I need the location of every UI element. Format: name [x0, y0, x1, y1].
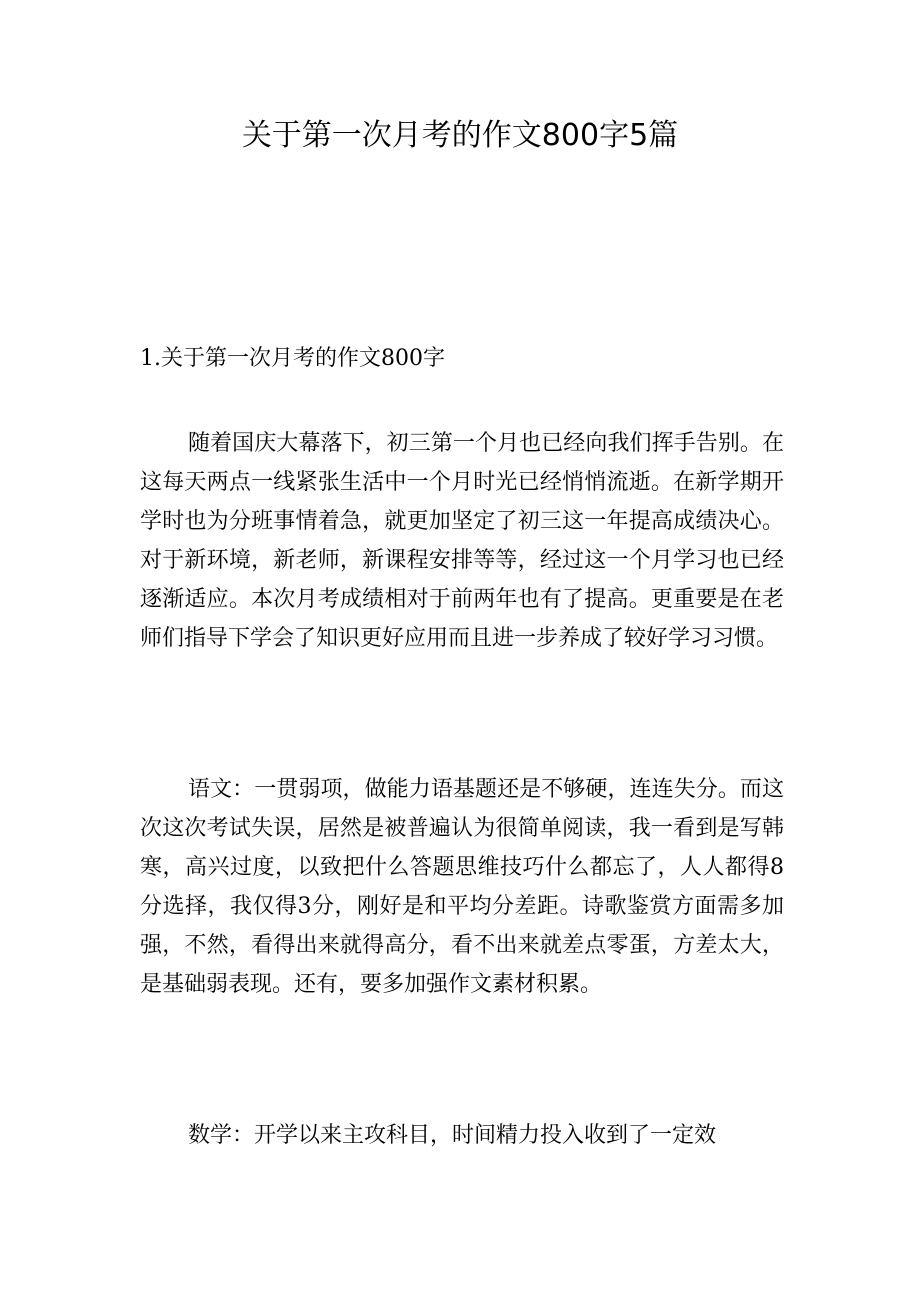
paragraph-math: 数学：开学以来主攻科目，时间精力投入收到了一定效: [188, 1123, 717, 1148]
paragraph-intro: 随着国庆大幕落下，初三第一个月也已经向我们挥手告别。在这每天两点一线紧张生活中一个月时光已经悄悄流逝。在新学期开学时也为分班事情着急，就更加坚定了初三这一年提高成绩决心。对于新环境，新老师，新课程安排等等，经过这一个月学习也已经逐渐适应。本次月考成绩相对于前两年也有了提高。更重要是在老师们指导下学会了知识更好应用而且进一步养成了较好学习习惯。: [140, 431, 784, 651]
document-title: 关于第一次月考的作文800字5篇: [241, 118, 679, 153]
section-heading: 1.关于第一次月考的作文800字: [140, 346, 445, 371]
paragraph-chinese: 语文：一贯弱项，做能力语基题还是不够硬，连连失分。而这次这次考试失误，居然是被普遍认为很简单阅读，我一看到是写韩寒，高兴过度，以致把什么答题思维技巧什么都忘了，人人都得8分选择，我仅得3分，刚好是和平均分差距。诗歌鉴赏方面需多加强，不然，看得出来就得高分，看不出来就差点零蛋，方差太大，是基础弱表现。还有，要多加强作文素材积累。: [140, 777, 784, 997]
